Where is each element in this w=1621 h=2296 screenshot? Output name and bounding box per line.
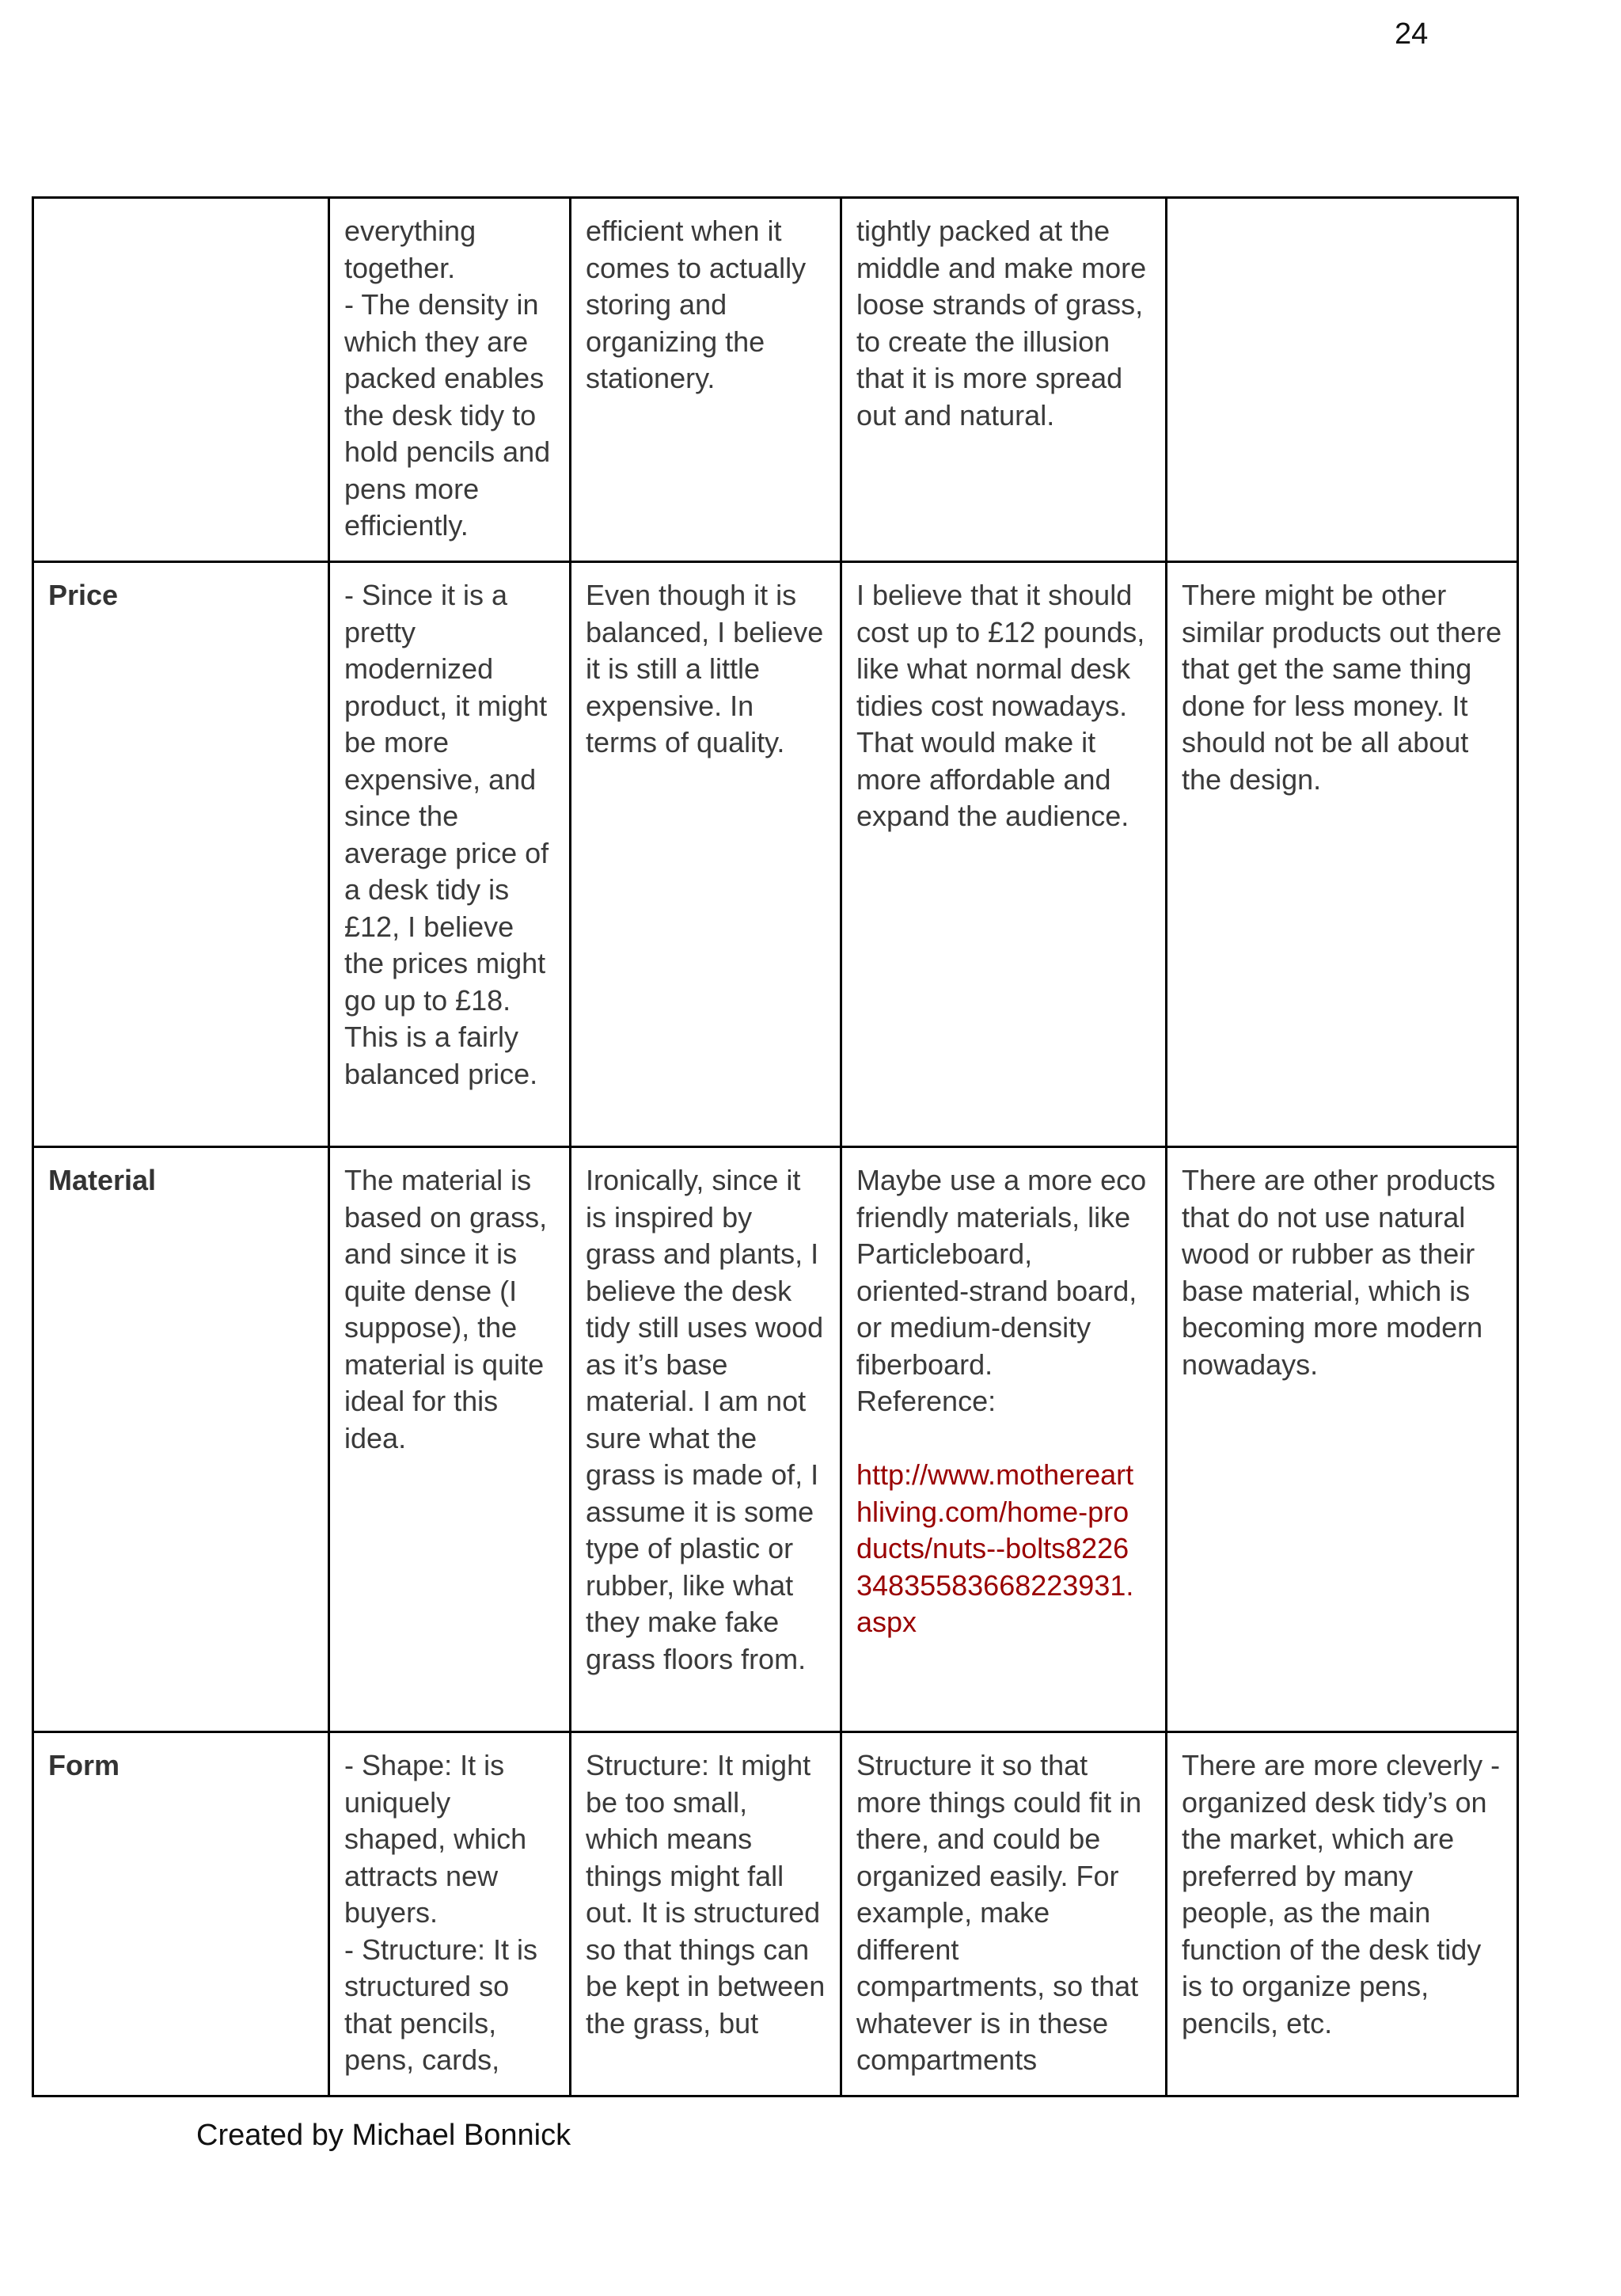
table-cell (329, 1147, 571, 1732)
cell-text: There might be other similar products out there that get the same thing done for less money. It should not be all about the design. (1182, 579, 1502, 796)
table-cell (571, 1732, 841, 2096)
table-cell (571, 1147, 841, 1732)
cell-text: Structure it so that more things could fit in there, and could be organized easily. For example, make different compartments, so that whatever is in these compartments (856, 1749, 1142, 2076)
cell-text: There are other products that do not use natural wood or rubber as their base material, which is becoming more modern nowadays. (1182, 1164, 1496, 1381)
table-row (33, 1732, 1518, 2096)
reference-link[interactable]: http://www.mothereart hliving.com/home-pro ducts/nuts--bolts8226 34835583668223931. aspx (856, 1458, 1134, 1638)
cell-line: - The density in which they are packed enables the desk tidy to hold pencils and pens more efficiently. (344, 288, 551, 542)
cell-line: Maybe use a more eco friendly materials, like Particleboard, oriented-strand board, or medium-density fiberboard. (856, 1164, 1147, 1381)
table-row (33, 1147, 1518, 1732)
table-cell (841, 1732, 1167, 2096)
cell-text: efficient when it comes to actually storing and organizing the stationery. (586, 215, 807, 394)
evaluation-table (32, 196, 1519, 2097)
cell-text: Ironically, since it is inspired by grass and plants, I believe the desk tidy still uses wood as it’s base material. I am not sure what the grass is made of, I assume it is some type of plastic or rubber, like what they make fake grass floors from. (586, 1164, 824, 1675)
cell-text: tightly packed at the middle and make more loose strands of grass, to create the illusion that it is more spread out and natural. (856, 215, 1147, 431)
cell-text: The material is based on grass, and since it is quite dense (I suppose), the material is quite ideal for this idea. (344, 1164, 548, 1454)
table-cell (1167, 1147, 1518, 1732)
table-cell (841, 562, 1167, 1147)
cell-line: Reference: (856, 1385, 997, 1417)
cell-text: There are more cleverly - organized desk tidy’s on the market, which are preferred by many people, as the main function of the desk tidy is to organize pens, pencils, etc. (1182, 1749, 1501, 2039)
cell-text: - Since it is a pretty modernized product, it might be more expensive, and since the average price of a desk tidy is £12, I believe the prices might go up to £18. This is a fairly balanced price. (344, 579, 549, 1090)
table-cell (329, 198, 571, 562)
table-row (33, 198, 1518, 562)
row-label: Material (33, 1147, 329, 1732)
table-cell (571, 198, 841, 562)
cell-line: - Shape: It is uniquely shaped, which attracts new buyers. (344, 1749, 527, 1929)
cell-text: Structure: It might be too small, which means things might fall out. It is structured so that things can be kept in between the grass, but (586, 1749, 826, 2039)
cell-line: - Structure: It is structured so that pencils, pens, cards, (344, 1933, 538, 2076)
table-cell (841, 198, 1167, 562)
table-cell (329, 1732, 571, 2096)
table-cell (571, 562, 841, 1147)
row-label: Price (33, 562, 329, 1147)
table-cell (1167, 198, 1518, 562)
page-number: 24 (1395, 17, 1429, 51)
row-label: Form (33, 1732, 329, 2096)
table-cell (841, 1147, 1167, 1732)
row-label (33, 198, 329, 562)
table-cell (329, 562, 571, 1147)
table-row (33, 562, 1518, 1147)
cell-text (344, 1747, 555, 2079)
cell-text (856, 1162, 1151, 1420)
table-cell (1167, 562, 1518, 1147)
cell-text: I believe that it should cost up to £12 pounds, like what normal desk tidies cost nowadays. That would make it more affordable and expand the audience. (856, 579, 1145, 832)
cell-text (344, 213, 555, 545)
footer-credit: Created by Michael Bonnick (196, 2119, 571, 2152)
cell-line: everything together. (344, 215, 476, 284)
table-cell (1167, 1732, 1518, 2096)
cell-text: Even though it is balanced, I believe it is still a little expensive. In terms of quality. (586, 579, 824, 758)
